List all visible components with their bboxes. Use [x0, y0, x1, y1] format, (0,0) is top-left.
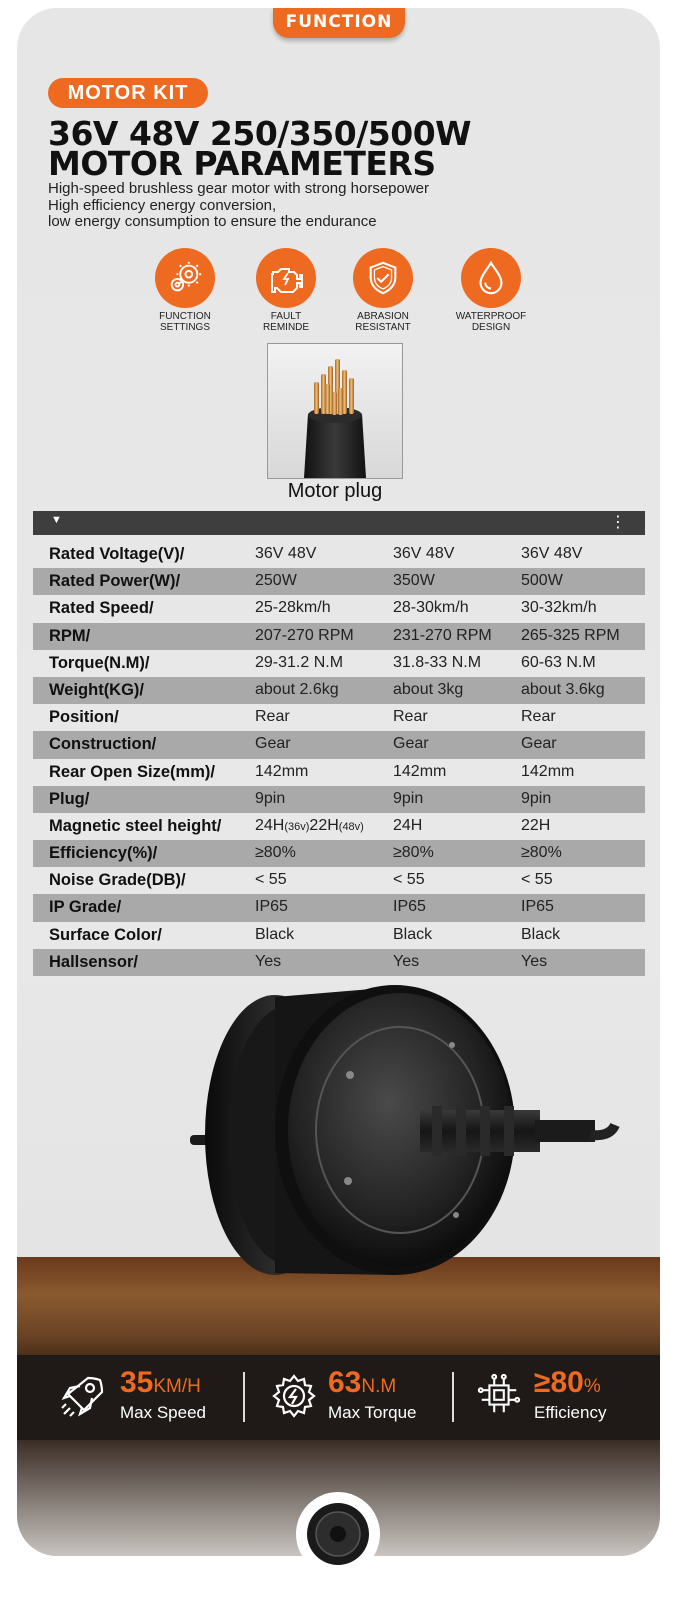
param-value-350w: Rear [393, 708, 428, 726]
param-value-500w: 36V 48V [521, 545, 583, 562]
description [48, 181, 508, 231]
feature-label: ABRASION RESISTANT [355, 311, 411, 333]
param-value-350w: 36V 48V [393, 545, 455, 562]
torque-gear-icon [270, 1372, 318, 1420]
param-value-250w: ≥80% [255, 844, 296, 862]
param-name: Hallsensor/ [49, 952, 138, 971]
param-value-500w: < 55 [521, 871, 553, 889]
hub-motor-image [170, 975, 620, 1275]
stat-unit: % [583, 1376, 601, 1397]
magnet-height-36v: 24H [255, 816, 285, 834]
table-row [33, 894, 645, 921]
param-name: Torque(N.M)/ [49, 653, 150, 672]
param-name: IP Grade/ [49, 898, 122, 917]
gear-settings-icon [155, 248, 215, 308]
chip-icon [476, 1372, 522, 1418]
feature-abrasion-resistant [328, 248, 438, 333]
param-value-250w: Rear [255, 708, 290, 726]
param-name: Rated Voltage(V)/ [49, 545, 185, 563]
param-value-250w: Black [255, 925, 295, 943]
param-value-350w: 231-270 RPM [393, 626, 492, 644]
param-value-350w: 9pin [393, 789, 424, 807]
description-line: High efficiency energy conversion, [48, 196, 277, 214]
param-name: Plug/ [49, 789, 90, 808]
param-value-350w: 24H [393, 816, 423, 834]
param-value-350w: 28-30km/h [393, 599, 469, 617]
voltage-note: (48v) [338, 820, 364, 833]
param-value-500w: Black [521, 925, 561, 943]
param-value-250w: IP65 [255, 898, 288, 916]
param-value-250w: 9pin [255, 789, 286, 807]
param-name: Rated Power(W)/ [49, 572, 181, 591]
description-line: low energy consumption to ensure the endurance [48, 213, 377, 230]
description-line: High-speed brushless gear motor with strong horsepower [48, 180, 430, 197]
water-drop-icon [461, 248, 521, 308]
feature-label: WATERPROOF DESIGN [455, 311, 527, 333]
table-row [33, 731, 645, 758]
feature-function-settings [130, 248, 240, 333]
param-value-500w: 22H [521, 816, 551, 834]
param-value-250w [255, 817, 364, 835]
param-value-500w: Gear [521, 735, 557, 753]
param-value-350w: < 55 [393, 871, 425, 889]
motor-thumbnail-image [305, 1494, 371, 1600]
param-name: RPM/ [49, 626, 91, 645]
table-row [33, 623, 645, 650]
table-row [33, 541, 645, 568]
param-name: Noise Grade(DB)/ [49, 871, 186, 890]
param-name: Surface Color/ [49, 925, 162, 944]
more-menu-icon[interactable]: ⋮ [610, 514, 625, 531]
param-value-500w: about 3.6kg [521, 680, 605, 698]
stat-divider [243, 1372, 245, 1422]
feature-waterproof-design [436, 248, 546, 333]
stat-value: 63 [328, 1366, 362, 1399]
motor-kit-badge: MOTOR KIT [48, 78, 208, 108]
table-row [33, 922, 645, 949]
stat-caption: Efficiency [534, 1403, 607, 1422]
param-value-350w: 350W [393, 572, 435, 590]
stat-caption: Max Speed [120, 1403, 206, 1422]
stat-max-torque [328, 1366, 417, 1422]
param-name: Construction/ [49, 735, 157, 754]
rocket-icon [58, 1372, 106, 1420]
engine-warning-icon [256, 248, 316, 308]
param-value-350w: ≥80% [393, 844, 434, 862]
feature-label: FAULT REMINDE [262, 311, 310, 333]
collapse-toggle-icon[interactable]: ▼ [51, 514, 62, 526]
param-value-500w: 30-32km/h [521, 599, 597, 617]
param-value-250w: 36V 48V [255, 545, 317, 562]
param-name: Position/ [49, 708, 119, 727]
stat-efficiency [534, 1366, 606, 1422]
param-value-250w: 250W [255, 572, 297, 590]
table-row [33, 568, 645, 595]
parameter-table [33, 541, 645, 976]
table-row [33, 677, 645, 704]
table-row [33, 650, 645, 677]
feature-fault-reminder [231, 248, 341, 333]
magnet-height-48v: 22H [309, 816, 339, 834]
param-value-500w: Yes [521, 952, 548, 970]
param-value-350w: about 3kg [393, 680, 464, 698]
param-value-250w: Gear [255, 735, 291, 753]
param-value-350w: 31.8-33 N.M [393, 653, 482, 671]
stat-unit: KM/H [153, 1376, 201, 1397]
stat-value: 35 [120, 1366, 154, 1399]
param-value-350w: Black [393, 925, 433, 943]
table-row [33, 813, 645, 840]
param-name: Rear Open Size(mm)/ [49, 762, 215, 781]
param-value-250w: 25-28km/h [255, 599, 331, 617]
motor-plug-caption: Motor plug [287, 480, 383, 502]
stat-unit: N.M [361, 1376, 397, 1397]
table-toolbar [33, 511, 645, 535]
param-value-500w: 142mm [521, 762, 575, 780]
param-value-350w: Gear [393, 735, 429, 753]
function-tab: FUNCTION [273, 8, 405, 38]
param-value-500w: 500W [521, 572, 563, 590]
param-value-250w: 142mm [255, 762, 309, 780]
stat-value: ≥80 [534, 1366, 584, 1399]
feature-label: FUNCTION SETTINGS [159, 311, 211, 333]
param-value-500w: 9pin [521, 789, 552, 807]
param-name: Efficiency(%)/ [49, 844, 158, 863]
param-value-350w: Yes [393, 952, 420, 970]
param-value-500w: ≥80% [521, 844, 562, 862]
table-row [33, 595, 645, 622]
param-value-250w: Yes [255, 952, 282, 970]
stat-divider [452, 1372, 454, 1422]
stat-max-speed [120, 1366, 206, 1422]
motor-plug-image [267, 343, 403, 479]
param-name: Weight(KG)/ [49, 680, 145, 699]
param-name: Magnetic steel height/ [49, 816, 222, 835]
table-row [33, 786, 645, 813]
table-row [33, 704, 645, 731]
param-value-250w: 29-31.2 N.M [255, 653, 344, 671]
table-row [33, 840, 645, 867]
shield-check-icon [353, 248, 413, 308]
param-value-250w: < 55 [255, 871, 287, 889]
param-value-350w: IP65 [393, 898, 426, 916]
param-value-250w: 207-270 RPM [255, 626, 354, 644]
param-name: Rated Speed/ [49, 599, 154, 618]
headline-line-2: MOTOR PARAMETERS [48, 144, 436, 183]
table-row [33, 949, 645, 976]
param-value-500w: Rear [521, 708, 556, 726]
param-value-500w: 265-325 RPM [521, 626, 620, 644]
param-value-350w: 142mm [393, 762, 447, 780]
param-value-500w: IP65 [521, 898, 554, 916]
param-value-250w: about 2.6kg [255, 680, 339, 698]
table-row [33, 867, 645, 894]
voltage-note: (36v) [284, 820, 310, 833]
table-row [33, 759, 645, 786]
param-value-500w: 60-63 N.M [521, 653, 596, 671]
headline-line-1: 36V 48V 250/350/500W [48, 114, 472, 153]
stat-caption: Max Torque [328, 1403, 417, 1422]
